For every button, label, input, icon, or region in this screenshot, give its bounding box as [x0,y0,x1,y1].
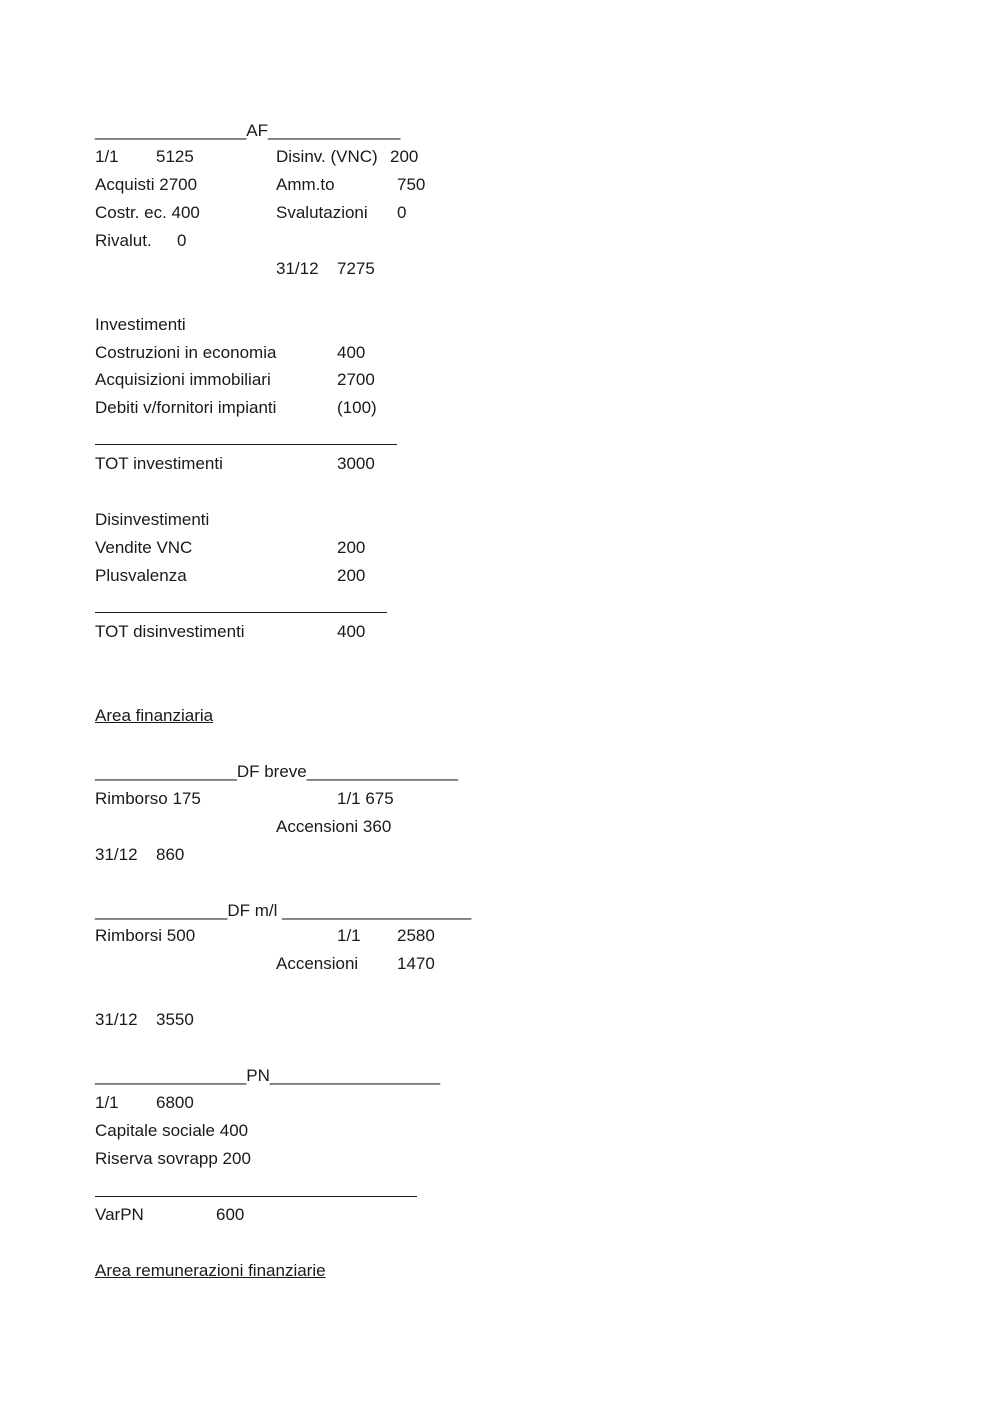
df-ml-closing-label: 31/12 [95,1010,138,1029]
df-breve-closing-value: 860 [156,845,185,864]
pn-opening-value: 6800 [156,1093,194,1112]
df-ml-closing-value: 3550 [156,1010,194,1029]
df-breve-row-2-right: Accensioni 360 [276,817,392,836]
df-breve-closing-label: 31/12 [95,845,138,864]
pn-row-2: Riserva sovrapp 200 [95,1149,251,1168]
df-breve-header: _______________DF breve________________ [95,762,459,781]
disinvestimenti-title: Disinvestimenti [95,510,210,529]
investimenti-row-1-label: Costruzioni in economia [95,343,277,362]
pn-total-value: 600 [216,1205,245,1224]
investimenti-title: Investimenti [95,315,186,334]
pn-total-label: VarPN [95,1205,144,1224]
investimenti-row-2-label: Acquisizioni immobiliari [95,370,271,389]
af-header: ________________AF______________ [95,121,401,140]
disinvestimenti-row-1-label: Vendite VNC [95,538,193,557]
df-ml-row-1-right-label: 1/1 [337,926,361,945]
pn-row-1: Capitale sociale 400 [95,1121,249,1140]
af-row-2-right-value: 750 [397,175,426,194]
af-row-3-right-value: 0 [397,203,407,222]
af-row-2-left: Acquisti 2700 [95,175,198,194]
af-row-1-left-value: 5125 [156,147,194,166]
df-ml-row-2-right-value: 1470 [397,954,435,973]
df-ml-row-2-right-label: Accensioni [276,954,359,973]
disinvestimenti-row-2-value: 200 [337,566,366,585]
df-ml-header: ______________DF m/l ____________________ [95,901,472,920]
investimenti-total-value: 3000 [337,454,375,473]
investimenti-total-rule [95,444,397,445]
df-ml-row-1-right-value: 2580 [397,926,435,945]
disinvestimenti-total-rule [95,612,387,613]
af-closing-label: 31/12 [276,259,319,278]
af-row-1-right: Disinv. (VNC) [276,147,378,166]
df-breve-row-1-right: 1/1 675 [337,789,394,808]
af-closing-value: 7275 [337,259,375,278]
pn-opening-label: 1/1 [95,1093,119,1112]
disinvestimenti-total-value: 400 [337,622,366,641]
pn-header: ________________PN__________________ [95,1066,441,1085]
df-breve-row-1-left: Rimborso 175 [95,789,201,808]
investimenti-row-3-value: (100) [337,398,377,417]
af-row-4-left-value: 0 [177,231,187,250]
af-row-1-left: 1/1 [95,147,119,166]
af-row-2-right: Amm.to [276,175,335,194]
area-remunerazioni-heading: Area remunerazioni finanziarie [95,1261,326,1280]
investimenti-total-label: TOT investimenti [95,454,223,473]
investimenti-row-3-label: Debiti v/fornitori impianti [95,398,277,417]
af-row-4-left: Rivalut. [95,231,152,250]
af-row-3-right: Svalutazioni [276,203,368,222]
disinvestimenti-row-2-label: Plusvalenza [95,566,187,585]
af-row-1-right-value: 200 [390,147,419,166]
area-finanziaria-heading: Area finanziaria [95,706,214,725]
disinvestimenti-total-label: TOT disinvestimenti [95,622,245,641]
af-row-3-left: Costr. ec. 400 [95,203,200,222]
investimenti-row-1-value: 400 [337,343,366,362]
pn-total-rule [95,1196,417,1197]
df-ml-row-1-left: Rimborsi 500 [95,926,196,945]
investimenti-row-2-value: 2700 [337,370,375,389]
disinvestimenti-row-1-value: 200 [337,538,366,557]
